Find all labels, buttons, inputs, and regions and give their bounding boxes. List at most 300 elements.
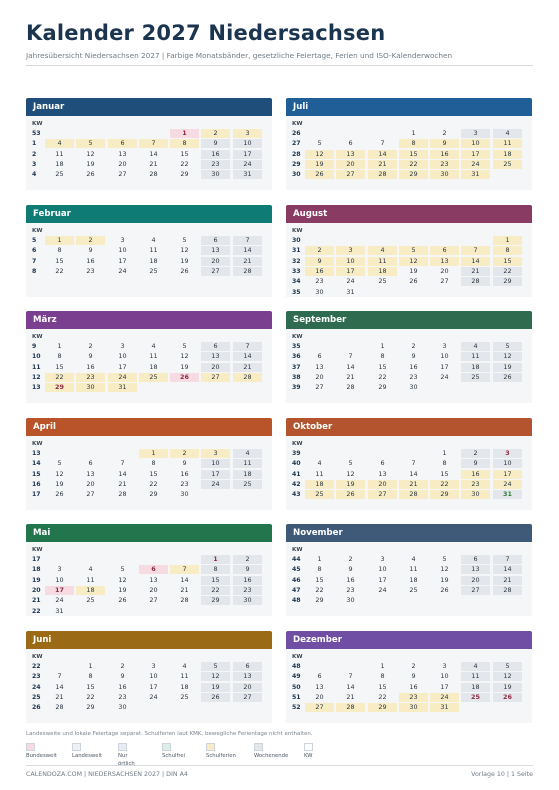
day-cell: 22	[378, 372, 387, 381]
day-cell: 3	[493, 449, 522, 458]
day-cell: 24	[201, 480, 230, 489]
week-row	[286, 139, 532, 149]
week-number: 53	[32, 130, 41, 137]
footer-right: Vorlage 10 | 1 Seite	[471, 771, 533, 778]
day-cell: 31	[346, 287, 355, 296]
day-cell: 7	[493, 555, 522, 564]
day-cell: 20	[201, 363, 230, 372]
day-cell: 11	[149, 352, 158, 361]
day-cell: 18	[233, 470, 262, 479]
day-cell	[170, 555, 199, 564]
month-body	[286, 649, 532, 723]
week-number: 6	[32, 247, 37, 255]
week-row	[286, 576, 532, 586]
day-cell: 8	[57, 246, 62, 255]
day-cell: 24	[493, 480, 522, 489]
month-nov	[286, 524, 532, 616]
month-feb	[26, 205, 272, 297]
day-cell: 7	[411, 459, 416, 468]
day-cell: 7	[461, 246, 490, 255]
day-cell: 21	[461, 267, 490, 276]
day-cell: 25	[409, 585, 418, 594]
day-cell: 21	[118, 479, 127, 488]
week-number: 37	[292, 363, 301, 371]
day-cell: 5	[201, 662, 230, 671]
day-cell: 12	[346, 469, 355, 478]
day-cell: 30	[409, 383, 418, 392]
day-cell: 19	[493, 363, 522, 372]
day-cell: 15	[378, 362, 387, 371]
day-cell: 15	[399, 150, 428, 159]
day-cell: 26	[86, 170, 95, 179]
month-mar	[26, 311, 272, 403]
week-number: 39	[292, 384, 301, 392]
day-cell: 16	[86, 362, 95, 371]
day-cell: 4	[233, 449, 262, 458]
day-cell	[336, 449, 365, 458]
day-cell: 27	[440, 277, 449, 286]
day-cell: 19	[55, 479, 64, 488]
day-cell	[461, 383, 490, 392]
week-row	[286, 459, 532, 469]
week-row	[286, 586, 532, 596]
day-cell	[233, 607, 262, 616]
day-cell	[139, 555, 168, 564]
month-body	[26, 116, 272, 190]
week-row	[286, 383, 532, 393]
week-number: 17	[32, 491, 41, 499]
day-cell: 16	[409, 682, 418, 691]
legend-label: Schulfrei	[162, 752, 186, 759]
day-cell: 23	[118, 692, 127, 701]
day-cell: 20	[440, 266, 449, 275]
day-cell: 14	[55, 682, 64, 691]
kw-header: KW	[292, 654, 303, 660]
month-body	[286, 329, 532, 403]
day-cell: 24	[378, 585, 387, 594]
day-cell: 26	[55, 490, 64, 499]
day-cell: 12	[55, 469, 64, 478]
day-cell: 22	[55, 266, 64, 275]
day-cell: 11	[86, 575, 95, 584]
day-cell: 10	[118, 246, 127, 255]
day-cell: 9	[233, 565, 262, 574]
day-cell: 10	[440, 352, 449, 361]
week-row	[286, 170, 532, 180]
day-cell: 6	[348, 139, 353, 148]
day-cell: 16	[118, 682, 127, 691]
day-cell: 7	[380, 139, 385, 148]
day-cell: 21	[346, 692, 355, 701]
day-cell: 10	[118, 352, 127, 361]
day-cell	[461, 596, 490, 605]
day-cell: 7	[233, 342, 262, 351]
day-cell: 12	[493, 352, 522, 361]
day-cell: 3	[201, 449, 230, 458]
day-cell: 25	[461, 373, 490, 382]
week-row	[286, 480, 532, 490]
day-cell	[461, 288, 490, 297]
day-cell	[201, 383, 230, 392]
day-cell: 21	[368, 160, 397, 169]
day-cell: 22	[45, 373, 74, 382]
day-cell: 9	[430, 139, 459, 148]
day-cell	[368, 236, 397, 245]
day-cell: 15	[315, 575, 324, 584]
day-cell: 6	[201, 342, 230, 351]
week-number: 48	[292, 597, 301, 605]
day-cell: 23	[76, 373, 105, 382]
day-cell: 16	[86, 256, 95, 265]
week-number: 34	[292, 278, 301, 286]
day-cell: 31	[233, 170, 262, 179]
day-cell: 11	[315, 469, 324, 478]
day-cell: 3	[57, 565, 62, 574]
day-cell: 12	[399, 257, 428, 266]
day-cell: 21	[149, 159, 158, 168]
day-cell	[233, 703, 262, 712]
day-cell: 28	[118, 490, 127, 499]
day-cell: 29	[149, 490, 158, 499]
week-row	[286, 150, 532, 160]
day-cell: 24	[149, 692, 158, 701]
day-cell: 25	[378, 277, 387, 286]
month-title: Juli	[286, 98, 532, 116]
day-cell: 31	[493, 490, 522, 499]
day-cell: 7	[348, 672, 353, 681]
day-cell: 17	[440, 362, 449, 371]
day-cell: 17	[118, 256, 127, 265]
day-cell	[368, 129, 397, 138]
kw-header: KW	[32, 654, 43, 660]
day-cell: 5	[348, 459, 353, 468]
day-cell: 2	[170, 449, 199, 458]
day-cell: 4	[461, 662, 490, 671]
day-cell: 2	[88, 342, 93, 350]
week-row	[26, 586, 272, 596]
legend-label: Landesweit	[72, 752, 103, 759]
day-cell	[368, 288, 397, 297]
day-cell	[430, 236, 459, 245]
legend-swatch	[254, 743, 263, 751]
week-row	[26, 703, 272, 713]
day-cell: 15	[86, 682, 95, 691]
day-cell: 9	[88, 246, 93, 255]
day-cell: 9	[461, 459, 490, 468]
day-cell: 17	[118, 362, 127, 371]
day-cell: 4	[45, 139, 74, 148]
month-sep	[286, 311, 532, 403]
kw-header: KW	[32, 121, 43, 127]
day-cell: 23	[399, 693, 428, 702]
week-row	[26, 170, 272, 180]
day-cell: 14	[118, 469, 127, 478]
week-number: 35	[292, 343, 301, 350]
day-cell: 13	[149, 575, 158, 584]
day-cell: 12	[118, 575, 127, 584]
day-cell	[170, 607, 199, 616]
day-cell: 28	[55, 703, 64, 712]
day-cell: 26	[493, 693, 522, 702]
day-cell: 5	[57, 459, 62, 468]
day-cell	[108, 555, 137, 564]
day-cell: 28	[368, 170, 397, 179]
week-row	[286, 342, 532, 352]
day-cell	[76, 607, 105, 616]
day-cell: 25	[493, 160, 522, 169]
week-number: 2	[32, 150, 37, 158]
day-cell: 10	[440, 672, 449, 681]
month-jan	[26, 98, 272, 190]
week-row	[26, 672, 272, 682]
day-cell	[368, 449, 397, 458]
day-cell: 31	[430, 703, 459, 712]
week-row	[26, 555, 272, 565]
day-cell	[108, 129, 137, 138]
day-cell: 9	[182, 459, 187, 468]
month-apr	[26, 418, 272, 510]
day-cell	[139, 607, 168, 616]
week-number: 27	[292, 140, 301, 148]
day-cell: 20	[336, 160, 365, 169]
day-cell: 17	[233, 150, 262, 159]
day-cell: 6	[430, 246, 459, 255]
day-cell: 20	[149, 585, 158, 594]
day-cell	[493, 288, 522, 297]
day-cell: 2	[76, 236, 105, 245]
week-number: 10	[32, 353, 41, 361]
legend-label: Nur örtlich	[118, 752, 135, 767]
day-cell: 6	[461, 555, 490, 564]
week-number: 44	[292, 556, 301, 563]
week-number: 51	[292, 693, 301, 701]
day-cell: 18	[461, 683, 490, 692]
day-cell	[430, 596, 459, 605]
day-cell: 20	[233, 683, 262, 692]
day-cell: 8	[399, 139, 428, 148]
day-cell: 28	[336, 703, 365, 712]
day-cell: 23	[86, 266, 95, 275]
month-title: Januar	[26, 98, 272, 116]
week-number: 38	[292, 373, 301, 381]
day-cell: 12	[440, 565, 449, 574]
day-cell: 24	[430, 693, 459, 702]
day-cell: 6	[317, 352, 322, 361]
day-cell: 9	[411, 352, 416, 361]
day-cell: 8	[493, 246, 522, 255]
day-cell: 16	[201, 150, 230, 159]
week-row	[286, 257, 532, 267]
week-row	[286, 565, 532, 575]
day-cell: 5	[182, 342, 187, 350]
day-cell: 10	[378, 565, 387, 574]
month-may	[26, 524, 272, 616]
day-cell: 18	[368, 267, 397, 276]
day-cell	[493, 383, 522, 392]
kw-header: KW	[292, 334, 303, 340]
day-cell	[399, 596, 428, 605]
day-cell	[201, 490, 230, 499]
week-number: 11	[32, 363, 41, 371]
day-cell: 25	[86, 596, 95, 605]
day-cell: 5	[493, 342, 522, 351]
week-number: 40	[292, 460, 301, 468]
week-number: 47	[292, 586, 301, 594]
day-cell: 28	[149, 170, 158, 179]
day-cell: 13	[86, 469, 95, 478]
day-cell: 12	[180, 352, 189, 361]
legend-label: Schulferien	[206, 752, 236, 759]
day-cell: 9	[88, 352, 93, 361]
day-cell: 7	[170, 565, 199, 574]
day-cell: 6	[139, 565, 168, 574]
day-cell: 27	[86, 490, 95, 499]
day-cell	[45, 555, 74, 564]
legend-item-landesweit	[72, 743, 103, 759]
day-cell: 11	[180, 672, 189, 681]
day-cell: 30	[180, 490, 189, 499]
day-cell: 2	[461, 449, 490, 458]
day-cell: 13	[378, 469, 387, 478]
week-row	[286, 703, 532, 713]
day-cell	[336, 129, 365, 138]
day-cell	[399, 236, 428, 245]
day-cell: 6	[380, 459, 385, 468]
day-cell: 31	[461, 170, 490, 179]
day-cell: 16	[233, 576, 262, 585]
day-cell: 14	[233, 246, 262, 255]
day-cell: 13	[430, 257, 459, 266]
day-cell: 30	[346, 596, 355, 605]
day-cell: 26	[409, 277, 418, 286]
week-row	[286, 672, 532, 682]
week-row	[286, 490, 532, 500]
day-cell: 25	[180, 692, 189, 701]
day-cell	[461, 236, 490, 245]
day-cell: 19	[305, 160, 334, 169]
day-cell: 10	[461, 139, 490, 148]
day-cell: 3	[233, 129, 262, 138]
kw-header: KW	[292, 228, 303, 234]
day-cell: 24	[55, 596, 64, 605]
week-number: 30	[292, 171, 301, 179]
day-cell: 3	[442, 342, 447, 350]
day-cell: 1	[88, 662, 93, 670]
day-cell	[45, 662, 74, 671]
month-title: Juni	[26, 631, 272, 649]
week-number: 31	[292, 247, 301, 255]
day-cell: 22	[149, 479, 158, 488]
day-cell: 1	[170, 129, 199, 138]
week-row	[26, 470, 272, 480]
day-cell: 13	[315, 362, 324, 371]
day-cell: 17	[149, 682, 158, 691]
day-cell	[139, 703, 168, 712]
day-cell: 5	[399, 246, 428, 255]
day-cell: 11	[368, 257, 397, 266]
day-cell: 18	[180, 682, 189, 691]
legend-label: Bundesweit	[26, 752, 57, 759]
day-cell: 19	[440, 575, 449, 584]
day-cell: 10	[336, 257, 365, 266]
month-title: Februar	[26, 205, 272, 223]
day-cell: 1	[317, 555, 322, 563]
week-number: 29	[292, 160, 301, 168]
footer-left: CALENDOZA.COM | NIEDERSACHSEN 2027 | DIN A4	[26, 771, 188, 778]
day-cell: 7	[139, 139, 168, 148]
week-number: 8	[32, 267, 37, 275]
week-number: 26	[32, 704, 41, 712]
day-cell: 29	[45, 383, 74, 392]
week-number: 48	[292, 663, 301, 670]
week-row	[286, 246, 532, 256]
day-cell: 2	[120, 662, 125, 670]
month-title: Mai	[26, 524, 272, 542]
week-row	[26, 352, 272, 362]
day-cell: 16	[305, 267, 334, 276]
week-number: 24	[32, 683, 41, 691]
day-cell: 21	[346, 372, 355, 381]
week-number: 35	[292, 288, 301, 296]
week-row	[286, 236, 532, 246]
legend-swatch	[26, 743, 35, 751]
month-title: September	[286, 311, 532, 329]
week-number: 36	[292, 353, 301, 361]
day-cell: 28	[233, 373, 262, 382]
day-cell: 12	[201, 672, 230, 681]
day-cell: 6	[233, 662, 262, 671]
week-number: 32	[292, 257, 301, 265]
day-cell: 16	[430, 150, 459, 159]
day-cell: 2	[233, 555, 262, 564]
week-row	[26, 490, 272, 500]
day-cell: 11	[149, 246, 158, 255]
day-cell: 3	[442, 662, 447, 670]
day-cell: 16	[461, 470, 490, 479]
week-row	[286, 352, 532, 362]
day-cell: 7	[57, 672, 62, 681]
week-number: 45	[292, 566, 301, 574]
month-body	[286, 223, 532, 297]
day-cell: 21	[399, 480, 428, 489]
day-cell: 15	[55, 362, 64, 371]
day-cell: 26	[201, 693, 230, 702]
week-row	[286, 596, 532, 606]
day-cell: 24	[108, 373, 137, 382]
day-cell: 25	[139, 373, 168, 382]
day-cell: 29	[201, 596, 230, 605]
day-cell: 20	[315, 372, 324, 381]
day-cell: 17	[336, 267, 365, 276]
day-cell: 3	[461, 129, 490, 138]
legend-label: Wochenende	[254, 752, 289, 759]
day-cell: 21	[493, 576, 522, 585]
day-cell: 21	[55, 692, 64, 701]
day-cell: 28	[461, 277, 490, 286]
day-cell: 1	[45, 236, 74, 245]
week-row	[26, 342, 272, 352]
day-cell: 22	[430, 480, 459, 489]
week-number: 39	[292, 450, 301, 457]
week-number: 52	[292, 704, 301, 712]
day-cell: 4	[151, 342, 156, 350]
day-cell: 2	[411, 662, 416, 670]
day-cell: 18	[149, 256, 158, 265]
day-cell	[233, 383, 262, 392]
day-cell	[139, 383, 168, 392]
day-cell: 21	[233, 257, 262, 266]
week-row	[26, 459, 272, 469]
